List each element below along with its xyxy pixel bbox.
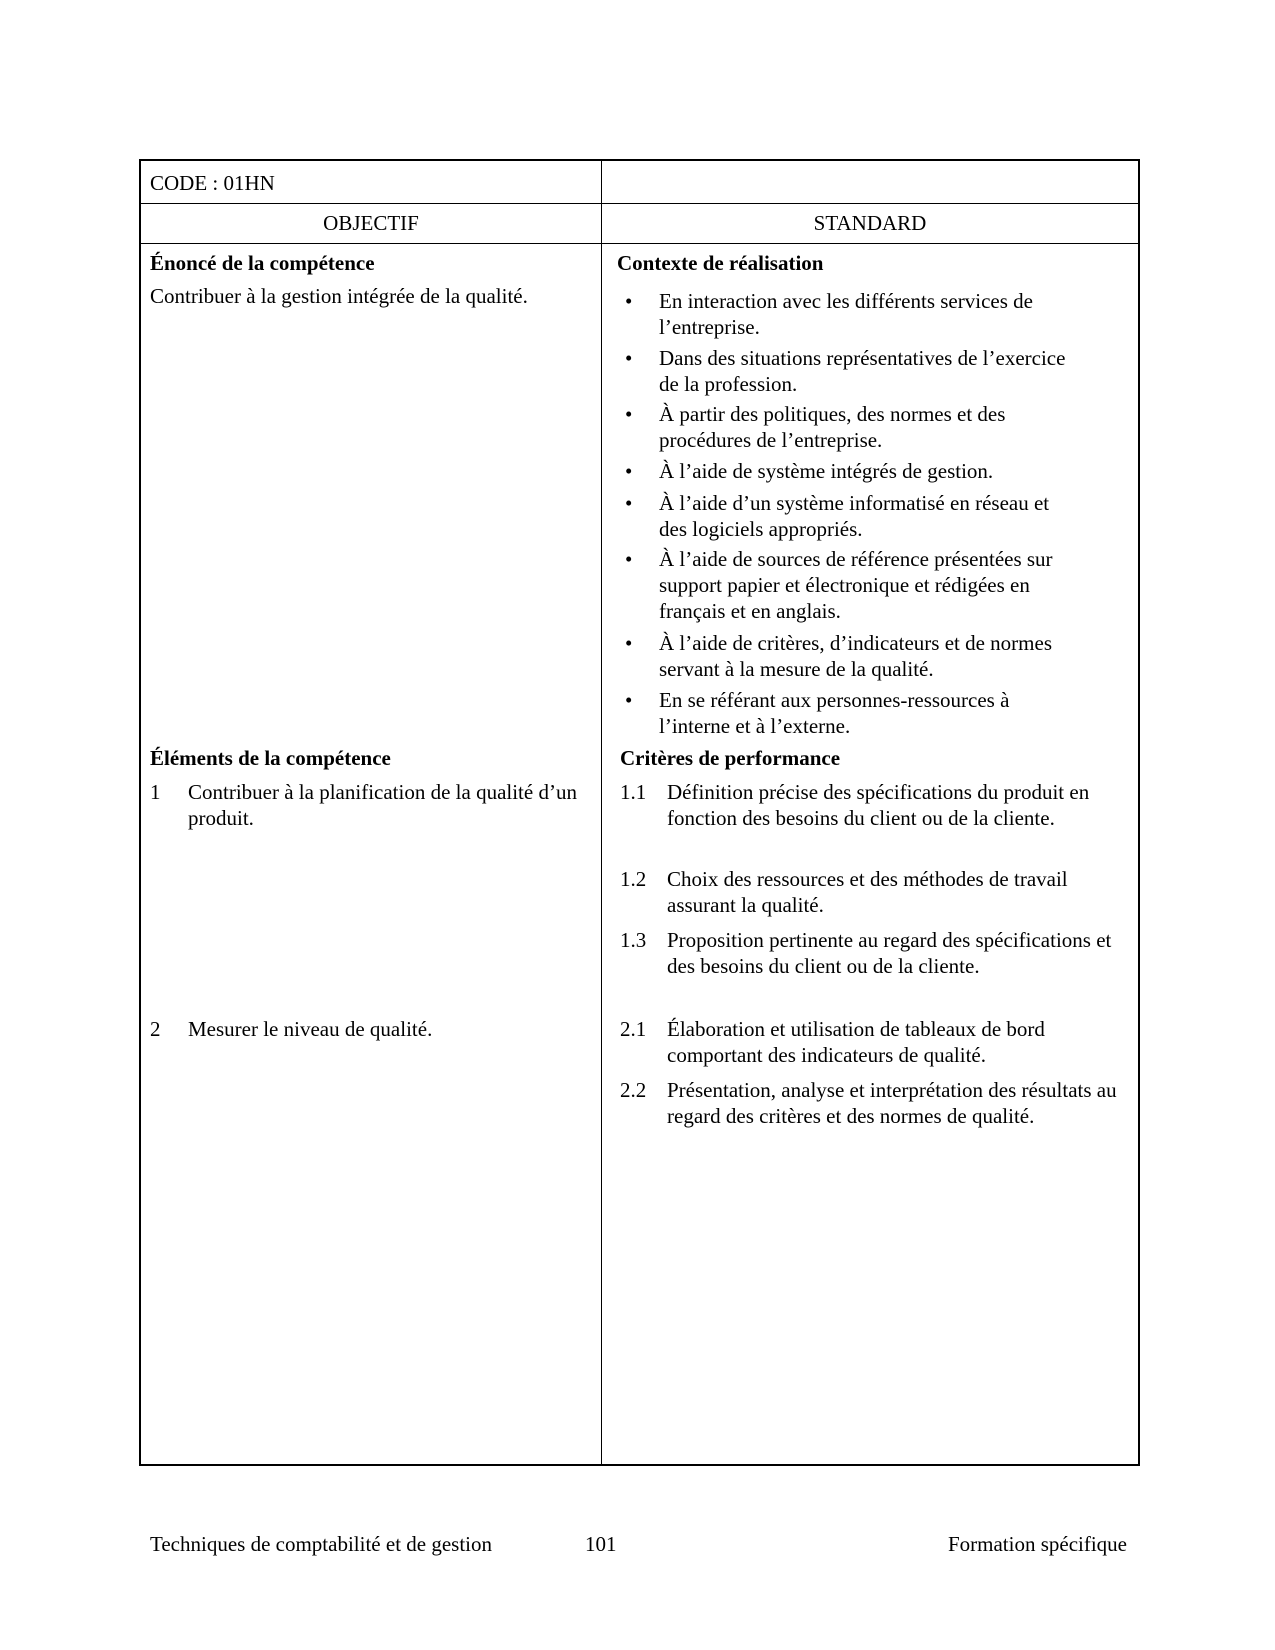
table-top-border xyxy=(139,159,1140,161)
contexte-item-text: À l’aide de sources de référence présentées sur support papier et électronique et rédigées en français et en anglais. xyxy=(659,547,1053,623)
critere-text: Élaboration et utilisation de tableaux de bord comportant des indicateurs de qualité. xyxy=(667,1017,1045,1067)
bullet-icon: • xyxy=(625,688,633,712)
enonce-heading: Énoncé de la compétence xyxy=(150,251,375,275)
contexte-item xyxy=(625,458,1079,484)
footer-title: Techniques de comptabilité et de gestion xyxy=(150,1532,493,1556)
table-right-border xyxy=(1138,159,1140,1466)
element-number: 2 xyxy=(150,1017,161,1041)
table-bottom-border xyxy=(139,1464,1140,1466)
page-number: 101 xyxy=(585,1532,617,1556)
critere-number: 2.2 xyxy=(620,1078,647,1102)
contexte-item xyxy=(625,345,1079,397)
contexte-item-text: À l’aide de critères, d’indicateurs et de normes servant à la mesure de la qualité. xyxy=(659,631,1053,681)
bullet-icon: • xyxy=(625,491,633,515)
bullet-icon: • xyxy=(625,459,633,483)
contexte-item-text: En interaction avec les différents services de l’entreprise. xyxy=(659,289,1033,339)
contexte-item-text: À partir des politiques, des normes et des procédures de l’entreprise. xyxy=(659,402,1006,452)
contexte-heading: Contexte de réalisation xyxy=(617,251,824,275)
critere-text: Définition précise des spécifications du produit en fonction des besoins du client ou de la cliente. xyxy=(667,780,1090,830)
contexte-item-text: Dans des situations représentatives de l’exercice de la profession. xyxy=(659,346,1066,396)
row-divider-2 xyxy=(139,243,1140,244)
contexte-item xyxy=(625,401,1079,453)
critere-number: 2.1 xyxy=(620,1017,647,1041)
column-divider xyxy=(601,159,602,1466)
contexte-item-text: À l’aide d’un système informatisé en réseau et des logiciels appropriés. xyxy=(659,491,1050,541)
critere-number: 1.1 xyxy=(620,780,647,804)
critere-text: Proposition pertinente au regard des spécifications et des besoins du client ou de la cliente. xyxy=(667,928,1112,978)
bullet-icon: • xyxy=(625,631,633,655)
bullet-icon: • xyxy=(625,547,633,571)
standard-header: STANDARD xyxy=(813,211,927,235)
bullet-icon: • xyxy=(625,289,633,313)
element-number: 1 xyxy=(150,780,161,804)
contexte-item xyxy=(625,288,1079,340)
footer-section: Formation spécifique xyxy=(947,1532,1127,1556)
critere-number: 1.2 xyxy=(620,867,647,891)
bullet-icon: • xyxy=(625,402,633,426)
critere-number: 1.3 xyxy=(620,928,647,952)
contexte-item xyxy=(625,490,1079,542)
contexte-item xyxy=(625,630,1079,682)
bullet-icon: • xyxy=(625,346,633,370)
contexte-item xyxy=(625,546,1079,624)
objectif-header: OBJECTIF xyxy=(323,211,419,235)
contexte-item-text: À l’aide de système intégrés de gestion. xyxy=(659,459,994,483)
critere-text: Choix des ressources et des méthodes de travail assurant la qualité. xyxy=(667,867,1068,917)
element-text: Mesurer le niveau de qualité. xyxy=(188,1017,433,1041)
elements-heading: Éléments de la compétence xyxy=(150,746,391,770)
row-divider-1 xyxy=(139,203,1140,204)
table-left-border xyxy=(139,159,141,1466)
element-text: Contribuer à la planification de la qualité d’un produit. xyxy=(188,780,577,830)
contexte-item-text: En se référant aux personnes-ressources à l’interne et à l’externe. xyxy=(659,688,1010,738)
criteres-heading: Critères de performance xyxy=(620,746,841,770)
critere-text: Présentation, analyse et interprétation des résultats au regard des critères et des normes de qualité. xyxy=(667,1078,1117,1128)
contexte-item xyxy=(625,687,1079,739)
enonce-text: Contribuer à la gestion intégrée de la qualité. xyxy=(150,284,528,308)
code-label: CODE : 01HN xyxy=(150,171,275,195)
